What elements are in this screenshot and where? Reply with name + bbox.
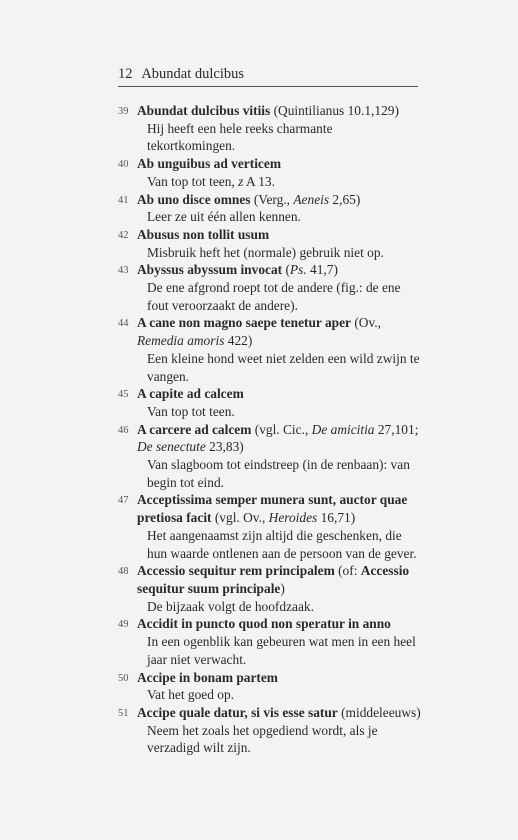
translation: Misbruik heft het (normale) gebruik niet op.	[147, 244, 384, 260]
entry	[118, 314, 423, 385]
source-reference: (vgl. Ov., Heroides 16,71)	[211, 510, 356, 526]
source-reference: (Verg., Aeneis 2,65)	[250, 191, 361, 207]
latin-phrase: Acceptissima semper munera sunt, auctor quae pretiosa facit	[137, 492, 408, 526]
entry	[118, 704, 423, 757]
entry-number: 42	[118, 229, 129, 241]
translation: In een ogenblik kan gebeuren wat men in een heel jaar niet verwacht.	[147, 634, 416, 667]
entry-number: 46	[118, 424, 129, 436]
latin-phrase: Accessio sequitur rem principalem	[137, 563, 335, 579]
translation: Van top tot teen.	[147, 403, 235, 419]
entry	[118, 155, 423, 190]
latin-phrase: Ab unguibus ad verticem	[137, 156, 281, 172]
translation: Neem het zoals het opgediend wordt, als je verzadigd wilt zijn.	[147, 722, 378, 756]
latin-phrase: Abusus non tollit usum	[137, 226, 270, 242]
translation: Leer ze uit één allen kennen.	[147, 209, 301, 225]
source-reference-close: )	[280, 580, 285, 596]
entry-number: 45	[118, 389, 129, 401]
translation: De bijzaak volgt de hoofdzaak.	[147, 598, 314, 614]
entry-number: 47	[118, 495, 129, 507]
source-reference: (Ov., Remedia amoris 422)	[137, 315, 381, 349]
translation: Een kleine hond weet niet zelden een wild zwijn te vangen.	[147, 350, 420, 384]
translation: Vat het goed op.	[147, 687, 235, 703]
source-reference: (Quintilianus 10.1,129)	[270, 103, 399, 118]
entry-number: 48	[118, 566, 129, 578]
entry	[118, 421, 423, 492]
entry	[118, 491, 423, 562]
latin-phrase: Accipe in bonam partem	[137, 669, 278, 685]
running-header	[118, 64, 418, 87]
entry	[118, 615, 423, 668]
entry-number: 51	[118, 707, 129, 719]
entry	[118, 385, 423, 420]
latin-variant: Accessio sequitur suum principale	[137, 563, 410, 596]
entry-number: 50	[118, 672, 129, 684]
latin-phrase: Accidit in puncto quod non speratur in anno	[137, 616, 391, 632]
latin-phrase: A capite ad calcem	[137, 386, 244, 402]
entry-number: 39	[118, 106, 129, 117]
latin-phrase: Accipe quale datur, si vis esse satur	[137, 704, 338, 720]
entry-number: 41	[118, 194, 129, 206]
running-title: Abundat dulcibus	[141, 66, 245, 82]
latin-phrase: Ab uno disce omnes	[137, 191, 251, 207]
latin-phrase: Abundat dulcibus vitiis	[137, 103, 271, 118]
translation: Van top tot teen, z A 13.	[147, 173, 275, 189]
source-reference: (vgl. Cic., De amicitia 27,101; De senectute 23,83)	[137, 421, 419, 455]
entry	[118, 261, 423, 314]
entry	[118, 102, 423, 155]
entry	[118, 562, 423, 615]
entry	[118, 669, 423, 704]
entry-number: 44	[118, 318, 129, 330]
entry	[118, 191, 423, 226]
translation: De ene afgrond roept tot de andere (fig.: de ene fout veroorzaakt de andere).	[147, 280, 401, 313]
latin-phrase: Abyssus abyssum invocat	[137, 262, 283, 278]
entry-number: 49	[118, 619, 129, 631]
entry-number: 40	[118, 159, 129, 171]
entry-number: 43	[118, 265, 129, 277]
latin-phrase: A carcere ad calcem	[137, 421, 252, 437]
entry-list	[118, 102, 423, 757]
translation: Hij heeft een hele reeks charmante tekortkomingen.	[147, 120, 333, 154]
translation: Het aangenaamst zijn altijd die geschenken, die hun waarde ontlenen aan de persoon van de gever.	[147, 527, 417, 561]
entry	[118, 226, 423, 261]
translation: Van slagboom tot eindstreep (in de renbaan): van begin tot eind.	[147, 457, 410, 490]
latin-phrase: A cane non magno saepe tenetur aper	[137, 315, 351, 331]
source-reference: (Ps. 41,7)	[282, 262, 338, 278]
source-reference: (middeleeuws)	[337, 704, 421, 720]
source-reference: (of:	[334, 563, 361, 579]
page-number: 12	[118, 66, 133, 82]
